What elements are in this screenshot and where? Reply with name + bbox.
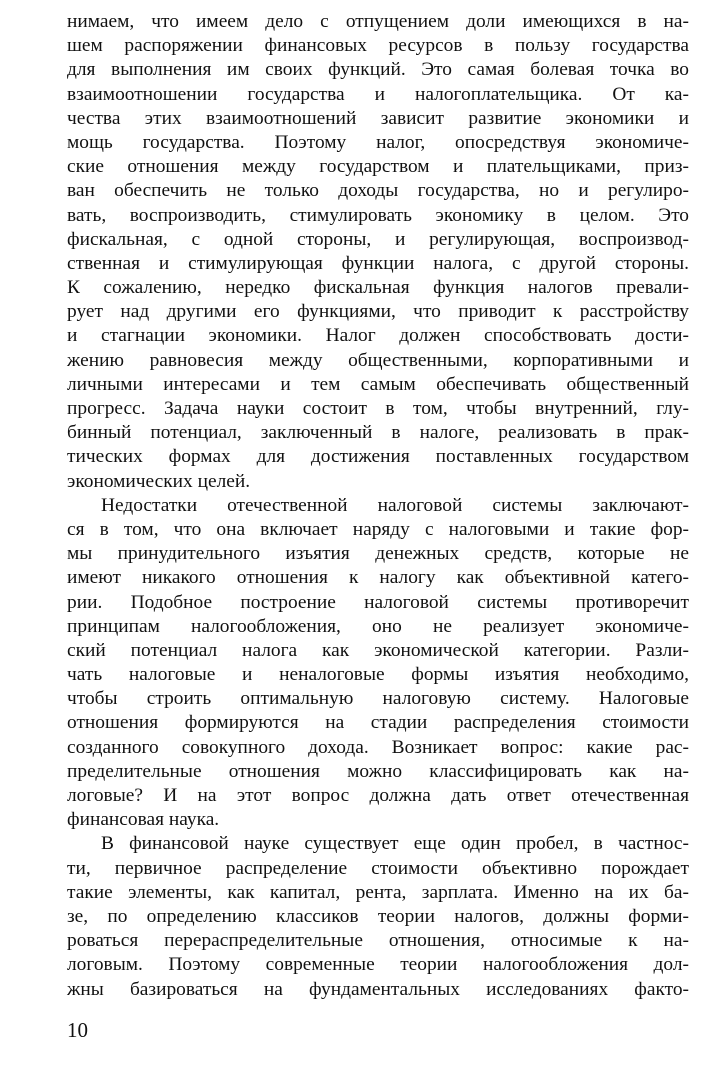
text-line: и стагнации экономики. Налог должен способствовать дости- (67, 325, 689, 347)
text-line: ся в том, что она включает наряду с налоговыми и такие фор- (67, 518, 689, 540)
text-line: фискальная, с одной стороны, и регулирующая, воспроизвод- (67, 228, 689, 250)
text-line: жны базироваться на фундаментальных исследованиях факто- (67, 978, 689, 1000)
text-line: тических формах для достижения поставленных государством (67, 446, 689, 468)
text-line: жению равновесия между общественными, корпоративными и (67, 349, 689, 371)
text-line: пределительные отношения можно классифицировать как на- (67, 760, 689, 782)
text-line: ти, первичное распределение стоимости объективно порождает (67, 857, 689, 879)
text-line: рует над другими его функциями, что приводит к расстройству (67, 301, 689, 323)
text-line: вать, воспроизводить, стимулировать экономику в целом. Это (67, 204, 689, 226)
text-line: рии. Подобное построение налоговой системы противоречит (67, 591, 689, 613)
text-line: финансовая наука. (67, 809, 220, 831)
text-line: логовым. Поэтому современные теории налогообложения дол- (67, 954, 689, 976)
text-line: зе, по определению классиков теории налогов, должны форми- (67, 905, 689, 927)
text-line: прогресс. Задача науки состоит в том, чтобы внутренний, глу- (67, 398, 689, 419)
text-line: В финансовой науке существует еще один пробел, в частнос- (101, 833, 689, 855)
text-line: отношения формируются на стадии распределения стоимости (67, 712, 689, 734)
text-line: роваться перераспределительные отношения, относимые к на- (67, 930, 689, 952)
text-line: для выполнения им своих функций. Это самая болевая точка во (67, 59, 689, 81)
text-line: имеют никакого отношения к налогу как объективной катего- (67, 567, 689, 589)
text-line: личными интересами и тем самым обеспечивать общественный (67, 373, 689, 395)
text-line: нимаем, что имеем дело с отпущением доли имеющихся в на- (67, 11, 689, 32)
text-line: ственная и стимулирующая функции налога, с другой стороны. (67, 252, 689, 274)
paragraph-1 (67, 10, 689, 494)
text-line: К сожалению, нередко фискальная функция налогов превали- (67, 277, 689, 299)
text-line: бинный потенциал, заключенный в налоге, реализовать в прак- (67, 422, 689, 444)
text-line: шем распоряжении финансовых ресурсов в пользу государства (67, 35, 689, 57)
paragraph-3 (67, 832, 689, 1001)
text-line: мощь государства. Поэтому налог, опосредствуя экономиче- (67, 131, 689, 153)
text-line: такие элементы, как капитал, рента, зарплата. Именно на их ба- (67, 881, 689, 903)
text-line: созданного совокупного дохода. Возникает вопрос: какие рас- (67, 736, 689, 758)
text-line: ский потенциал налога как экономической категории. Разли- (67, 639, 689, 661)
text-line: чать налоговые и неналоговые формы изъятия необходимо, (67, 664, 689, 686)
page-number: 10 (67, 1018, 88, 1042)
text-line: принципам налогообложения, оно не реализует экономиче- (67, 615, 689, 637)
text-line: ван обеспечить не только доходы государства, но и регулиро- (67, 180, 689, 202)
text-line: экономических целей. (67, 470, 251, 492)
text-line: логовые? И на этот вопрос должна дать ответ отечественная (67, 785, 689, 806)
text-line: взаимоотношении государства и налогоплательщика. От ка- (67, 83, 689, 105)
text-line: мы принудительного изъятия денежных средств, которые не (67, 543, 689, 565)
text-line: чтобы строить оптимальную налоговую систему. Налоговые (67, 688, 689, 710)
text-line: ские отношения между государством и плательщиками, приз- (67, 156, 689, 178)
text-line: чества этих взаимоотношений зависит развитие экономики и (67, 107, 689, 129)
text-line: Недостатки отечественной налоговой системы заключают- (101, 494, 689, 516)
page-text (67, 10, 689, 1002)
paragraph-2 (67, 494, 689, 833)
